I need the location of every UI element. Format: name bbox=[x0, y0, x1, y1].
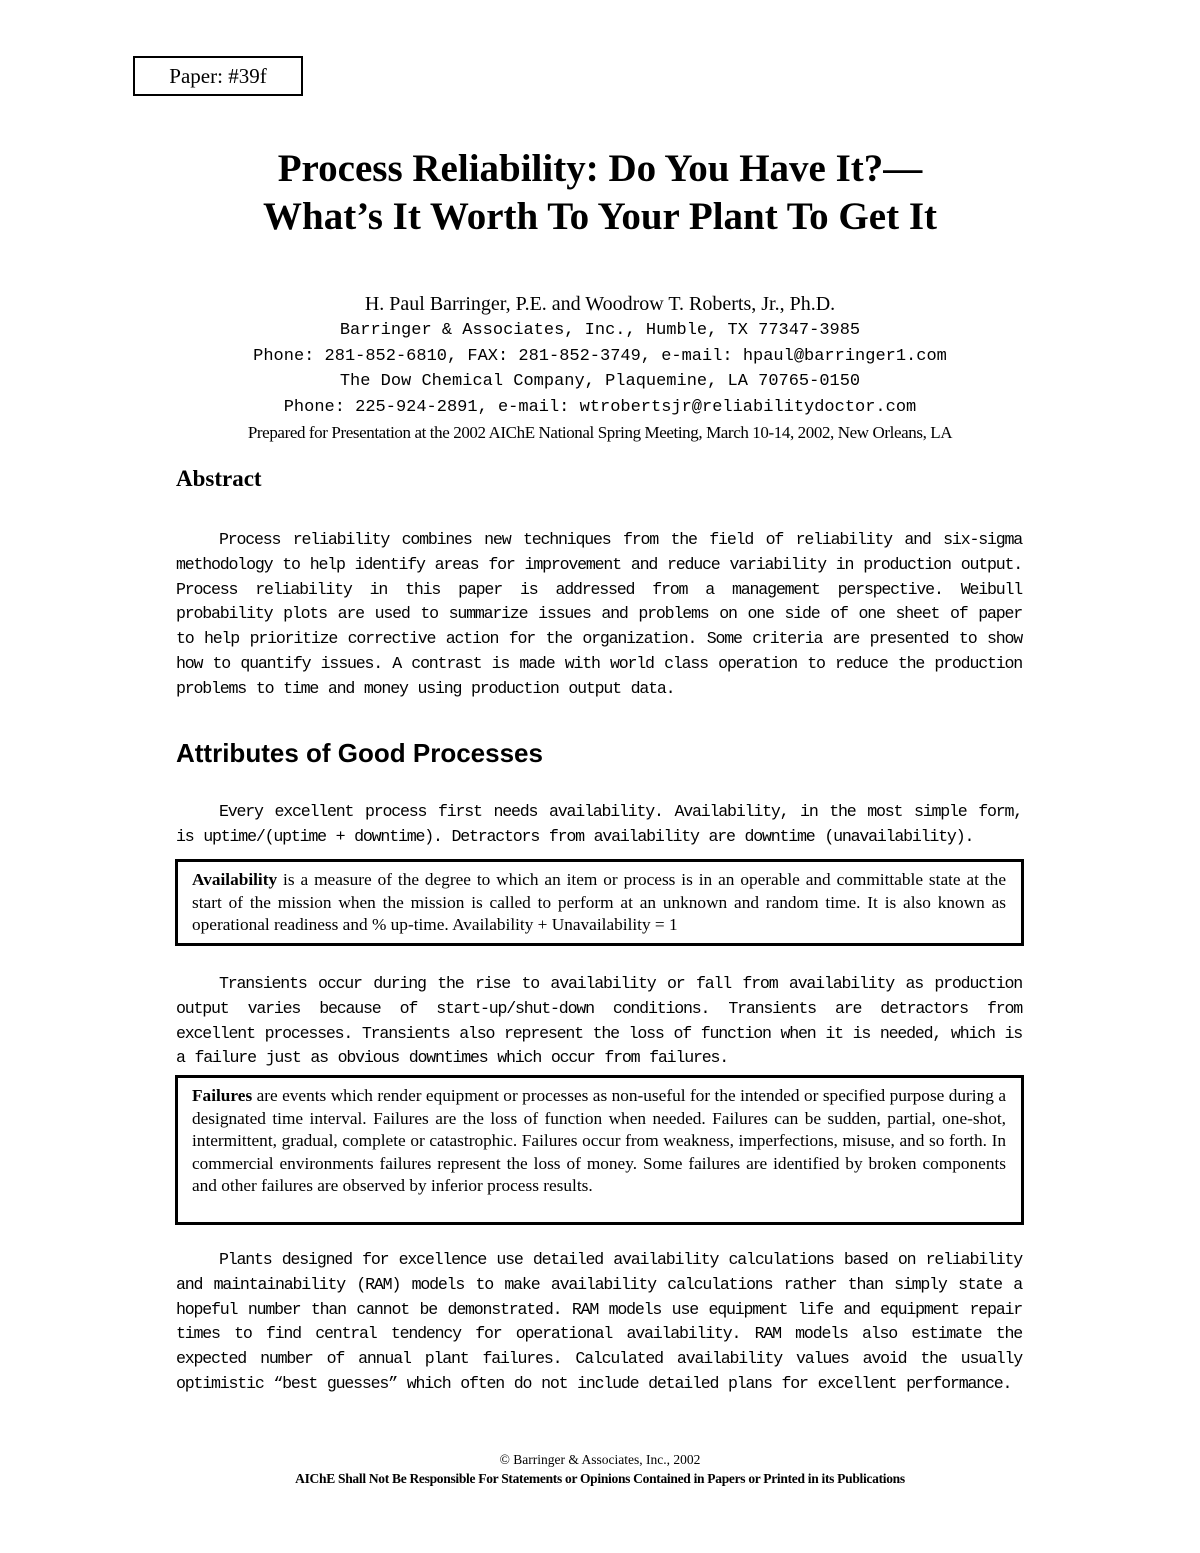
body-paragraph-2: Transients occur during the rise to availability or fall from availability as production output varies because of start-up/shut-down conditions. Transients are detractors from excellent processes. Transients also represent the loss of function when it is needed, which is a failure just as obvious downtimes which occur from failures. bbox=[176, 974, 1022, 1068]
title-line-2: What’s It Worth To Your Plant To Get It bbox=[263, 195, 937, 238]
section-heading: Attributes of Good Processes bbox=[176, 738, 543, 768]
copyright-line: © Barringer & Associates, Inc., 2002 bbox=[499, 1452, 701, 1467]
disclaimer-line: AIChE Shall Not Be Responsible For Statements or Opinions Contained in Papers or Printed in its Publications bbox=[295, 1471, 905, 1486]
definition-text: is a measure of the degree to which an item or process is in an operable and committable state at the start of the mission when the mission is called to perform at an unknown and random time. It is also known as operational readiness and % up-time. Availability + Unavailability = 1 bbox=[192, 870, 1006, 934]
contact-2: Phone: 225-924-2891, e-mail: wtrobertsjr@reliabilitydoctor.com bbox=[283, 397, 917, 417]
abstract-paragraph: Process reliability combines new techniques from the field of reliability and six-sigma methodology to help identify areas for improvement and reduce variability in production output. Process reliability in this paper is addressed from a management perspective. Weibull probability plots are used to summarize issues and problems on one side of one sheet of paper to help prioritize corrective action for the organization. Some criteria are presented to show how to quantify issues. A contrast is made with world class operation to reduce the production problems to time and money using production output data. bbox=[176, 530, 1022, 698]
title-line-1: Process Reliability: Do You Have It?— bbox=[277, 147, 923, 190]
failures-definition-box bbox=[175, 1075, 1024, 1225]
definition-term: Failures bbox=[192, 1086, 253, 1105]
presentation-note: Prepared for Presentation at the 2002 AIChE National Spring Meeting, March 10-14, 2002, New Orleans, LA bbox=[247, 423, 953, 442]
body-paragraph-3: Plants designed for excellence use detailed availability calculations based on reliability and maintainability (RAM) models to make availability calculations rather than simply state a hopeful number than cannot be demonstrated. RAM models use equipment life and equipment repair times to find central tendency for operational availability. RAM models also estimate the expected number of annual plant failures. Calculated availability values avoid the usually optimistic “best guesses” which often do not include detailed plans for excellent performance. bbox=[176, 1250, 1022, 1393]
author-block bbox=[0, 290, 1200, 445]
contact-1: Phone: 281-852-6810, FAX: 281-852-3749, e-mail: hpaul@barringer1.com bbox=[253, 346, 947, 366]
availability-definition-box bbox=[175, 859, 1024, 946]
paper-number-box: Paper: #39f bbox=[133, 56, 303, 96]
definition-term: Availability bbox=[192, 870, 278, 889]
body-paragraph-1: Every excellent process first needs availability. Availability, in the most simple form, is uptime/(uptime + downtime). Detractors from availability are downtime (unavailability). bbox=[176, 802, 1022, 846]
definition-text: are events which render equipment or processes as non-useful for the intended or specified purpose during a designated time interval. Failures are the loss of function when needed. Failures can be sudden, partial, one-shot, intermittent, gradual, complete or catastrophic. Failures occur from weakness, imperfections, misuse, and so forth. In commercial environments failures represent the loss of money. Some failures are identified by broken components and other failures are observed by inferior process results. bbox=[192, 1086, 1006, 1195]
paper-title bbox=[0, 145, 1200, 241]
abstract-heading: Abstract bbox=[176, 466, 262, 491]
author-names: H. Paul Barringer, P.E. and Woodrow T. Roberts, Jr., Ph.D. bbox=[364, 293, 836, 315]
affiliation-2: The Dow Chemical Company, Plaquemine, LA 70765-0150 bbox=[339, 372, 861, 391]
page-footer bbox=[0, 1450, 1200, 1488]
affiliation-1: Barringer & Associates, Inc., Humble, TX 77347-3985 bbox=[339, 321, 861, 340]
